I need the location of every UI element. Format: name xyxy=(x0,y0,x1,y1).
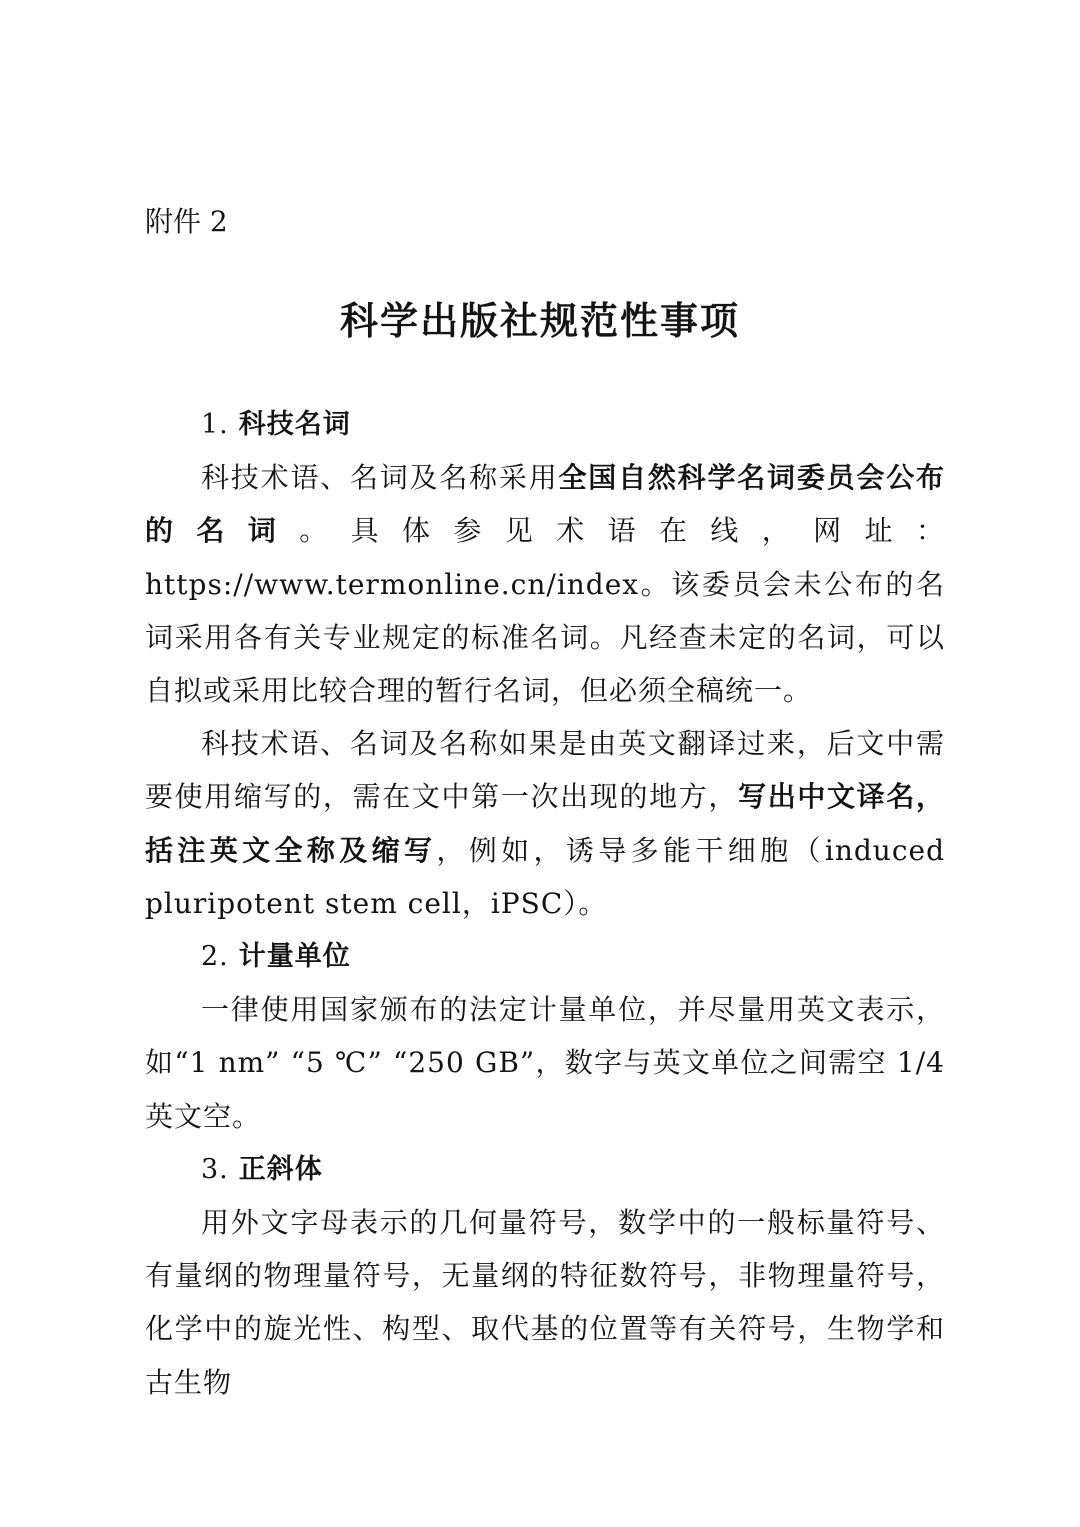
emphasis-text: 写出中文译名，括注英文全称及缩写 xyxy=(145,780,945,867)
document-body xyxy=(145,398,945,1409)
page-title: 科学出版社规范性事项 xyxy=(339,299,740,343)
emphasis-text: 全国自然科学名词委员会公布的名词 xyxy=(145,461,945,548)
section-heading-terms xyxy=(145,398,945,451)
section-heading-units xyxy=(145,930,945,983)
section-title: 科技名词 xyxy=(238,409,351,440)
paragraph-text: 科技术语、名词及名称采用 xyxy=(201,461,559,495)
paragraph-text: 科技术语、名词及名称如果是由英文翻译过来，后文中需要使用缩写的，需在文中第一次出现的地方， xyxy=(145,727,945,814)
paragraph-terms-2 xyxy=(145,717,945,930)
paragraph-units-1: 一律使用国家颁布的法定计量单位，并尽量用英文表示，如“1 nm” “5 ℃” “250 GB”，数字与英文单位之间需空 1/4 英文空。 xyxy=(145,993,945,1133)
paragraph-text: 。具体参见术语在线，网址：https://www.termonline.cn/index。该委员会未公布的名词采用各有关专业规定的标准名词。凡经查未定的名词，可以自拟或采用比较合理的暂行名词，但必须全稿统一。 xyxy=(145,514,945,708)
section-number: 3. xyxy=(201,1153,229,1185)
section-number: 1. xyxy=(201,409,229,440)
section-title: 计量单位 xyxy=(238,941,351,973)
annex-label: 附件 2 xyxy=(145,205,228,238)
paragraph-italics-1: 用外文字母表示的几何量符号，数学中的一般标量符号、有量纲的物理量符号，无量纲的特征数符号，非物理量符号，化学中的旋光性、构型、取代基的位置等有关符号，生物学和古生物 xyxy=(145,1206,945,1399)
section-title: 正斜体 xyxy=(238,1153,323,1185)
section-number: 2. xyxy=(201,941,229,973)
section-heading-italics xyxy=(145,1143,945,1196)
paragraph-terms-1 xyxy=(145,451,945,717)
paragraph-text: ，例如，诱导多能干细胞（induced pluripotent stem cell，iPSC）。 xyxy=(145,833,945,920)
